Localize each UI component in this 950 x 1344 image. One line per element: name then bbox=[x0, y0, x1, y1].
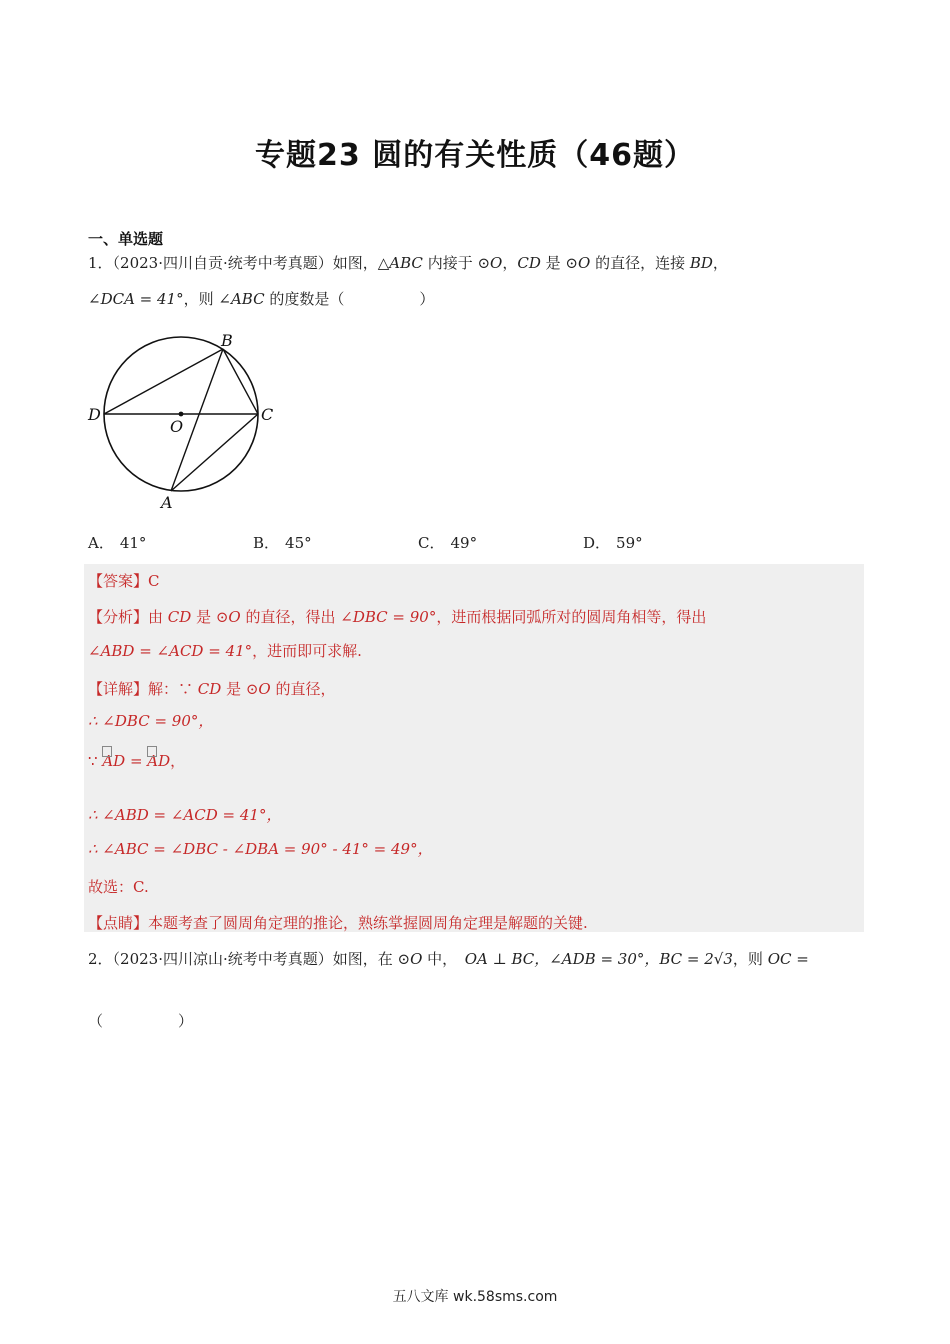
option-a[interactable] bbox=[88, 532, 146, 553]
analysis-text: 【分析】由 bbox=[88, 608, 168, 626]
section-heading: 一、单选题 bbox=[88, 230, 164, 248]
detail-math: ⊙O bbox=[245, 680, 271, 698]
q1-text: 的直径，连接 bbox=[590, 254, 690, 272]
option-c[interactable] bbox=[418, 532, 477, 553]
q2-oc: OC = bbox=[767, 950, 809, 968]
label-c: C bbox=[261, 405, 274, 424]
option-letter: C． bbox=[418, 534, 445, 552]
option-value: 49° bbox=[450, 534, 478, 552]
q2-stem-line-1 bbox=[88, 948, 809, 969]
detail-line-2: ∴ ∠DBC = 90°， bbox=[88, 712, 214, 730]
segment-ac bbox=[171, 414, 258, 491]
detail-math: CD bbox=[197, 680, 222, 698]
q1-triangle-abc: △ABC bbox=[377, 254, 423, 272]
q1-stem-line-2 bbox=[88, 288, 434, 309]
detail-text: = bbox=[125, 752, 148, 770]
q1-text: 内接于 bbox=[422, 254, 478, 272]
answer-line: 【答案】C bbox=[88, 572, 160, 590]
label-b: B bbox=[221, 331, 233, 350]
q1-text: 是 bbox=[540, 254, 566, 272]
q2-conditions: OA ⊥ BC，∠ADB = 30°，BC = 2√3 bbox=[464, 950, 733, 968]
answer-box bbox=[84, 564, 864, 932]
q2-text: 中， bbox=[422, 950, 465, 968]
detail-line-5: ∴ ∠ABC = ∠DBC - ∠DBA = 90° - 41° = 49°， bbox=[88, 840, 433, 858]
q1-segment-bd: BD bbox=[689, 254, 713, 272]
q1-stem-line-1 bbox=[88, 252, 728, 273]
label-a: A bbox=[161, 493, 173, 512]
detail-line-4: ∴ ∠ABD = ∠ACD = 41°， bbox=[88, 806, 282, 824]
q2-blank: （ ） bbox=[88, 1012, 194, 1030]
detail-text: 是 bbox=[221, 680, 246, 698]
option-value: 45° bbox=[285, 534, 312, 552]
option-d[interactable] bbox=[583, 532, 643, 553]
option-value: 41° bbox=[119, 534, 147, 552]
q1-options bbox=[88, 532, 788, 554]
detail-line-1 bbox=[88, 678, 336, 699]
q1-text: ，则 bbox=[183, 290, 219, 308]
detail-text: ， bbox=[170, 752, 186, 770]
q1-circle-o-2: ⊙O bbox=[565, 254, 591, 272]
analysis-text: 的直径，得出 bbox=[240, 608, 341, 626]
q2-text: ，则 bbox=[732, 950, 768, 968]
arc-ad-2: AD bbox=[147, 752, 171, 770]
detail-text: 的直径， bbox=[270, 680, 336, 698]
analysis-math: CD bbox=[167, 608, 192, 626]
segment-db bbox=[104, 349, 223, 414]
q1-angle-dca: ∠DCA = 41° bbox=[88, 290, 184, 308]
analysis-math: ∠DBC = 90° bbox=[340, 608, 437, 626]
footer-watermark: 五八文库 wk.58sms.com bbox=[392, 1289, 558, 1305]
detail-text: ∵ bbox=[88, 752, 103, 770]
detail-text: 【详解】解：∵ bbox=[88, 680, 198, 698]
analysis-line-1 bbox=[88, 606, 706, 627]
segment-bc bbox=[223, 349, 258, 414]
analysis-math: ⊙O bbox=[215, 608, 241, 626]
option-letter: D． bbox=[583, 534, 611, 552]
option-value: 59° bbox=[616, 534, 643, 552]
q1-blank: 的度数是（ ） bbox=[264, 290, 435, 308]
q1-circle-o: ⊙O bbox=[477, 254, 503, 272]
q1-text: ， bbox=[502, 254, 518, 272]
q1-text: ， bbox=[712, 254, 728, 272]
q1-segment-cd: CD bbox=[517, 254, 541, 272]
page-title: 专题23 圆的有关性质（46题） bbox=[255, 138, 695, 173]
analysis-line-2 bbox=[88, 640, 362, 661]
center-point bbox=[179, 412, 184, 417]
q1-angle-abc: ∠ABC bbox=[218, 290, 265, 308]
q1-figure bbox=[84, 330, 284, 515]
detail-line-3 bbox=[88, 750, 185, 771]
label-d: D bbox=[88, 405, 101, 424]
label-o: O bbox=[170, 417, 184, 436]
option-letter: A． bbox=[88, 534, 114, 552]
analysis-text: 是 bbox=[191, 608, 216, 626]
analysis-text: ，进而即可求解. bbox=[252, 642, 362, 660]
q2-circle-o: ⊙O bbox=[397, 950, 423, 968]
comment-line: 【点睛】本题考查了圆周角定理的推论，熟练掌握圆周角定理是解题的关键. bbox=[88, 914, 588, 932]
analysis-text: ，进而根据同弧所对的圆周角相等，得出 bbox=[436, 608, 707, 626]
analysis-math: ∠ABD = ∠ACD = 41° bbox=[88, 642, 253, 660]
q1-source-text: 1．（2023·四川自贡·统考中考真题）如图， bbox=[88, 254, 378, 272]
q2-source-text: 2．（2023·四川凉山·统考中考真题）如图，在 bbox=[88, 950, 398, 968]
option-letter: B． bbox=[253, 534, 280, 552]
arc-ad: AD bbox=[102, 752, 126, 770]
option-b[interactable] bbox=[253, 532, 312, 553]
detail-line-6: 故选：C. bbox=[88, 878, 149, 896]
